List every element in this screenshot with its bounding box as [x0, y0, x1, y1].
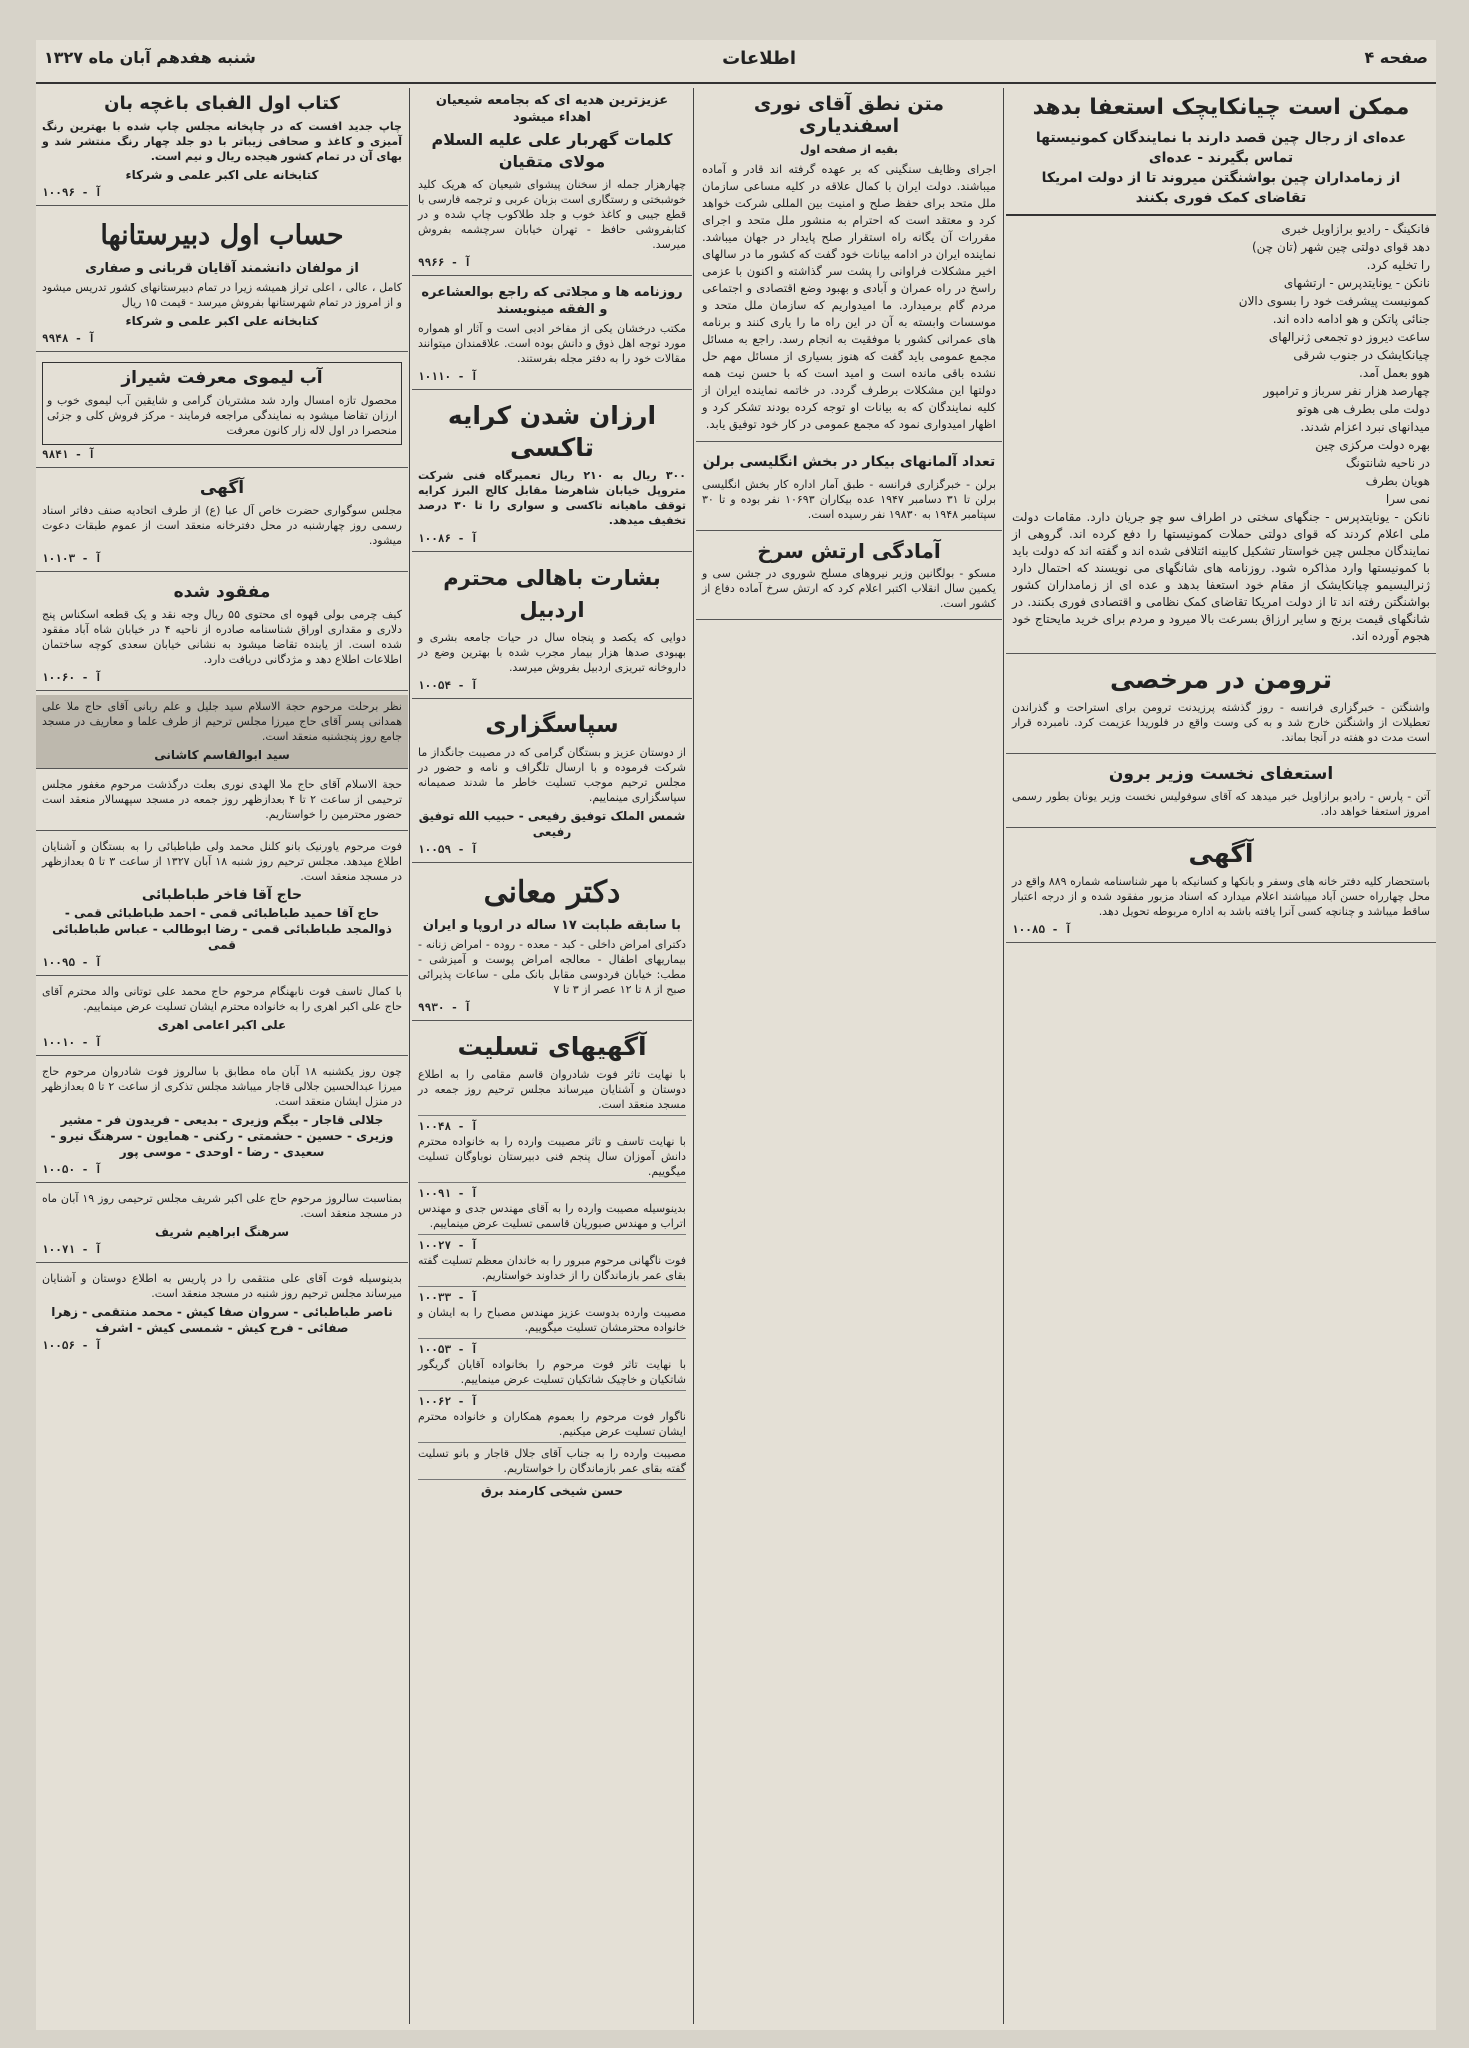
main-headline-block [1006, 88, 1436, 216]
memorial-signature: حاج آقا فاخر طباطبائی [141, 887, 303, 903]
alphabet-book-ad [36, 88, 408, 206]
condolence-item: مصیبت وارده را به جناب آقای جلال قاجار و بانو تسلیت گفته بقای عمر بازماندگان را خواستاریم. [418, 1446, 686, 1480]
press-title: روزنامه ها و مجلاتی که راجع بوالعشاعره و الفقه مینویسند [421, 285, 683, 317]
ardabil-text: دوایی که یکصد و پنجاه سال در حیات جامعه بشری و بهبودی صدها هزار بیمار مجرب شده با بهترین وضع در داروخانه تبریزی اردبیل بفروش میرسد. [418, 631, 686, 674]
memorial-names: حاج آقا حمید طباطبائی قمی - احمد طباطبائی قمی - ذوالمجد طباطبائی قمی - رضا ابوطالب - عباس طباطبائی قمی [52, 906, 392, 952]
condolence-item: بدینوسیله مصیبت وارده را به آقای مهندس جدی و مهندس اتراب و مهندس صبوریان قاسمی تسلیت عرض مینماییم. [418, 1201, 686, 1235]
speech-title: متن نطق آقای نوری اسفندیاری [753, 93, 945, 137]
truman-article [1006, 658, 1436, 754]
column-news [1006, 88, 1436, 2028]
news-strip-line: دهد قوای دولتی چین شهر (تان چن) [1251, 240, 1430, 254]
alphabet-book-title: کتاب اول الفبای باغچه بان [104, 93, 340, 114]
berlin-text: برلن - خبرگزاری فرانسه - طبق آمار اداره کار بخش انگلیسی برلن تا ۳۱ دسامبر ۱۹۴۷ عده بیکاران ۱۰۶۹۳ نفر بوده و تا ۳۰ سپتامبر ۱۹۴۸ به ۱۹۸۳۰ نفر رسیده است. [702, 478, 997, 521]
ad-ref: آ - ۱۰۰۳۳ [418, 1291, 478, 1304]
memorial-text: بمناسبت سالروز مرحوم حاج علی اکبر شریف مجلس ترحیمی روز ۱۹ آبان ماه در مسجد منعقد است. [42, 1192, 402, 1220]
ad-ref: آ - ۹۹۶۶ [418, 256, 471, 269]
notice-title: آگهی [1188, 839, 1254, 868]
thanks-signature: شمس الملک توفیق رفیعی - حبیب الله توفیق رفیعی [418, 809, 686, 839]
gift-book-ad [412, 88, 692, 276]
memorial-names: ناصر طباطبائی - سروان صفا کیش - محمد منتقمی - زهرا صفائی - فرح کیش - شمسی کیش - اشرف [51, 1305, 393, 1335]
news-strip-line: هویان بطرف [1365, 474, 1430, 488]
notice-ad [1006, 832, 1436, 943]
ad-ref: آ - ۱۰۰۲۷ [418, 1239, 478, 1252]
ad-ref: آ - ۱۰۰۵۹ [418, 843, 478, 856]
column-speech [696, 88, 1002, 2028]
gift-text: چهارهزار جمله از سخنان پیشوای شیعیان که هریک کلید خوشبختی و رستگاری است بزبان عربی و ترجمه فارسی با قطع جیبی و کاغذ خوب و جلد طلاکوب چاپ شده و در کتابفروشی حافظ - تهران خیابان سرچشمه بفروش میرسد. [418, 178, 686, 251]
ad-ref: آ - ۱۰۰۵۰ [42, 1163, 102, 1176]
issue-date: شنبه هفدهم آبان ماه ۱۳۲۷ [44, 48, 256, 67]
news-strip-line: فانکینگ - رادیو برازاویل خبری [1281, 222, 1430, 236]
ad-ref: آ - ۱۰۰۸۵ [1012, 923, 1072, 936]
ad-ref: آ - ۱۰۰۶۰ [42, 671, 102, 684]
lost-title: مفقود شده [173, 582, 271, 602]
thanks-ad [412, 703, 692, 863]
ad-ref: آ - ۱۰۰۱۰ [42, 1036, 102, 1049]
column-rule [409, 88, 410, 2024]
resignation-text: آتن - پارس - رادیو برازاویل خبر میدهد که آقای سوفولیس نخست وزیر یونان بطور رسمی امروز استعفا خواهد داد. [1012, 790, 1430, 818]
alphabet-book-signature: کتابخانه علی اکبر علمی و شرکاء [125, 168, 319, 182]
ardabil-ad [412, 556, 692, 699]
memorial-text: چون روز یکشنبه ۱۸ آبان ماه مطابق با سالروز فوت شادروان مرحوم حاج میرزا عبدالحسین جلالی قاجار میباشد مجلس تذکری از ساعت ۲ تا ۵ بعدازظهر در منزل ایشان منعقد است. [42, 1065, 402, 1108]
speech-article [696, 88, 1002, 442]
ad-ref: آ - ۹۹۳۰ [418, 1001, 471, 1014]
china-news-article [1006, 216, 1436, 654]
notice-text: باستحضار کلیه دفتر خانه های وسفر و بانکها و کسانیکه با مهر شناسنامه شماره ۸۸۹ واقع در محل چهارراه حسن آباد میباشند اعلام میدارد که اسناد مزبور مفقود شده و از درجه اعتبار ساقط میباشد و چنانچه کسی آنرا یافته باشد به اداره مربوطه تحویل دهد. [1012, 875, 1430, 918]
press-ad [412, 280, 692, 390]
news-strip-line: میدانهای نبرد اعزام شدند. [1300, 420, 1430, 434]
arithmetic-book-ad [36, 210, 408, 352]
memorial-names: جلالی قاجار - بیگم وزیری - بدیعی - فریدون فر - مشیر وزیری - حسین - حشمتی - رکنی - همایون - سرهنگ نیرو - سعیدی - رضا - اوحدی - موسی پور [50, 1113, 394, 1159]
news-strip-line: نمی سرا [1385, 492, 1430, 506]
news-strip-line: دولت ملی بطرف هی هوتو [1297, 402, 1430, 416]
truman-title: ترومن در مرخصی [1109, 665, 1333, 694]
news-strip-line: بهره دولت مرکزی چین [1315, 438, 1430, 452]
main-headline: ممکن است چیانکایچک استعفا بدهد [1032, 95, 1410, 120]
resignation-article [1006, 758, 1436, 828]
news-strip-line: در ناحیه شانتونگ [1345, 456, 1430, 470]
union-notice-text: مجلس سوگواری حضرت خاص آل عبا (ع) از طرف اتحادیه صنف دفاتر اسناد رسمی روز چهارشنبه در محل دفترخانه منعقد است از عموم طبقات دعوت میشود. [42, 504, 402, 547]
berlin-title: تعداد آلمانهای بیکار در بخش انگلیسی برلن [702, 454, 996, 470]
memorial-text: حجة الاسلام آقای حاج ملا الهدی نوری بعلت درگذشت مرحوم مغفور مجلس ترحیمی از ساعت ۲ تا ۴ بعدازظهر روز جمعه در مسجد سپهسالار منعقد است حضور محترمین را خواستاریم. [42, 778, 403, 821]
condolence-item: با نهایت تاسف و تاثر مصیبت وارده را به خانواده محترم دانش آموزان سال پنجم فنی دبیرستان نوباوگان تسلیت میگوییم. [418, 1134, 686, 1183]
ad-ref: آ - ۹۸۴۱ [42, 448, 95, 461]
column-ads-left [36, 88, 408, 2028]
arithmetic-title: حساب اول دبیرستانها [100, 220, 344, 251]
column-rule [1003, 88, 1004, 2024]
red-army-article [696, 535, 1002, 620]
memorial-signature: علی اکبر اعامی اهری [157, 1018, 287, 1032]
ad-ref: آ - ۱۰۰۹۵ [42, 956, 102, 969]
news-strip-line: چیانکایشک در جنوب شرقی [1293, 348, 1430, 362]
arithmetic-subtitle: از مولفان دانشمند آقایان قربانی و صفاری [85, 261, 359, 276]
memorial-text: بدینوسیله فوت آقای علی منتقمی را در پاریس به اطلاع دوستان و آشنایان میرساند مجلس ترحیم روز شنبه در مسجد منعقد است. [42, 1272, 402, 1300]
column-ads-middle [412, 88, 692, 2028]
speech-subtitle: بقیه از صفحه اول [799, 143, 899, 156]
memorial-notice [36, 1060, 408, 1183]
condolence-item: مصیبت وارده بدوست عزیز مهندس مصباح را به ایشان و خانواده محترمشان تسلیت میگوییم. [418, 1305, 686, 1339]
memorial-notice [36, 695, 408, 769]
berlin-article [696, 446, 1002, 531]
alphabet-book-text: چاپ جدید افست که در چاپخانه مجلس چاپ شده با بهترین رنگ آمیزی و کاغذ و صحافی زیباتر با دو جلد چهار رنگ منتشر شد و بهای آن در تمام کشور هیجده ریال و نیم است. [42, 120, 402, 163]
lemon-juice-text: محصول تازه امسال وارد شد مشتریان گرامی و شایقین آب لیموی خوب و ارزان تقاضا میشود به نمایندگی مراجعه فرمایند - مرکز فروش کلی و جزئی منحصرا در اول لاله زار کانون معرفت [47, 394, 397, 437]
speech-text: اجرای وظایف سنگینی که بر عهده گرفته اند قادر و آماده میباشند. دولت ایران با کمال علاقه در کلیه مساعی سازمان ملل متحد برای حفظ صلح و امنیت بین المللی شرکت خواهد کرد و معتقد است که احترام به منشور ملل متحد و اجرای مقررات آن یگانه راه استقرار صلح پایدار در جهان میباشد. نماینده ایران در ادامه بیانات خود گفت که کشور ما در سالهای اخیر مشکلات فراوانی را پشت سر گذاشته و اکنون با عزمی راسخ در راه عمران و آبادی و بهبود وضع اقتصادی و اجتماعی مردم گام برمیدارد. ما امیدواریم که سازمان ملل متحد و موسسات وابسته به آن در این راه ما را یاری کنند و برنامه های عمرانی کشور با موفقیت به انجام رسد. راجع به مسائل مجمع عمومی باید گفت که هنوز بسیاری از مسائل مهم حل نشده باقی مانده است و امید است که با حسن نیت همه دولتها این مشکلات برطرف گردد. در خاتمه نماینده ایران از کلیه نمایندگان که به بیانات او توجه کرده بودند تشکر کرد و اظهار امیدواری نمود که مجمع عمومی در کار خود توفیق یابد. [702, 162, 996, 431]
condolence-section [412, 1025, 692, 1504]
resignation-title: استعفای نخست وزیر برون [1108, 764, 1334, 784]
condolence-signature: حسن شیخی کارمند برق [480, 1484, 624, 1498]
page-header [36, 40, 1436, 84]
ad-ref: آ - ۱۰۰۹۶ [42, 186, 102, 199]
ad-ref: آ - ۱۰۰۹۱ [418, 1187, 478, 1200]
lemon-juice-title: آب لیموی معرفت شیراز [121, 368, 323, 388]
lost-text: کیف چرمی بولی قهوه ای محتوی ۵۵ ریال وجه نقد و یک قطعه اسکناس پنج دلاری و مقداری اوراق شناسنامه صادره از ناحیه ۴ در خیابان شاه آباد مفقود شده است. از یابنده تقاضا میشود به نشانی خیابان سعدی کوچه ساختمان اطلاعات اطلاع دهد و مژدگانی دریافت دارد. [42, 608, 402, 666]
condolence-item: با نهایت تاثر فوت مرحوم را بخانواده آقایان گریگور شاتکیان و خاچیک شاتکیان تسلیت عرض مینماییم. [418, 1357, 686, 1391]
memorial-text: با کمال تاسف فوت نابهنگام مرحوم حاج محمد علی توتانی والد محترم آقای حاج علی اکبر اهری را به خانواده محترم ایشان تسلیت عرض مینماییم. [42, 985, 402, 1013]
truman-text: واشنگتن - خبرگزاری فرانسه - روز گذشته پرزیدنت ترومن برای استراحت و گذراندن تعطیلات از واشنگتن خارج شد و به کی وست واقع در فلوریدا عزیمت کرد. نامبرده قرار است مدت دو هفته در آنجا بماند. [1012, 701, 1430, 744]
doctor-subtitle: با سابقه طبابت ۱۷ ساله در اروپا و ایران [422, 918, 682, 933]
china-news-text: نانکن - یونایتدپرس - جنگهای سختی در اطراف سو چو جریان دارد. مقامات دولت ملی اعلام کردند که قوای دولتی حملات کمونیستها را دفع کرده اند. گروهی از نمایندگان مجلس چین خواستار تشکیل کابینه ائتلافی شده اند و گفته اند که دولت باید با کمونیستها وارد مذاکره شود. روزنامه های شانگهای می نویسند که احتمال دارد ژنرالیسیمو چیانکایشک از مقام خود استعفا بدهد و عده ای از زمامداران کشور بواشنگتن رفته اند تا از دولت امریکا تقاضای کمک نظامی و اقتصادی فوری بکنند. در شانگهای قیمت برنج و سایر ارزاق بسرعت بالا میرود و مردم برای خرید مایحتاج خود هجوم آورده اند. [1012, 510, 1430, 643]
taxi-title: ارزان شدن کرایه تاکسی [447, 401, 657, 462]
ad-ref: آ - ۱۰۰۵۳ [418, 1343, 478, 1356]
condolence-item: ناگوار فوت مرحوم را بعموم همکاران و خانواده محترم ایشان تسلیت عرض میکنیم. [418, 1409, 686, 1443]
newspaper-page [36, 40, 1436, 2030]
memorial-text: نظر برحلت مرحوم حجة الاسلام سید جلیل و علم ربانی آقای حاج ملا علی همدانی پسر آقای حاج میرزا مجلس ترحیم از طرف علما و معاریف در مسجد جامع روز پنجشنبه منعقد است. [42, 700, 402, 743]
news-strip-line: را تخلیه کرد. [1366, 258, 1430, 272]
taxi-text: ۳۰۰ ریال به ۲۱۰ ریال تعمیرگاه فنی شرکت متروپل خیابان شاهرضا مقابل کالج البرز کرایه توقف ماهیانه تاکسی و سواری را تا ۳۰ درصد تخفیف میدهد. [418, 469, 686, 527]
news-strip [1012, 221, 1430, 508]
gift-subtitle: عزیزترین هدیه ای که بجامعه شیعیان اهداء میشود [435, 93, 669, 125]
thanks-text: از دوستان عزیز و بستگان گرامی که در مصیبت جانگداز ما شرکت فرموده و با ارسال تلگراف و نامه و حضور در مجلس ترحیم موجب تسلیت خاطر ما شدند صمیمانه سپاسگزاری مینماییم. [418, 746, 686, 804]
ardabil-title: بشارت باهالی محترم اردبیل [443, 566, 661, 622]
condolence-list [418, 1067, 686, 1480]
red-army-text: مسکو - بولگانین وزیر نیروهای مسلح شوروی در جشن سی و یکمین سال انقلاب اکتبر اعلام کرد که ارتش سرخ آماده دفاع از کشور است. [702, 567, 996, 610]
memorial-notice [36, 835, 408, 976]
press-text: مکتب درخشان یکی از مفاخر ادبی است و آثار او همواره مورد توجه اهل ذوق و دانش بوده است. علاقمندان میتوانند مقالات خود را به دفتر مجله بفرستند. [418, 322, 686, 365]
news-strip-line: چهارصد هزار نفر سرباز و ترامپور [1263, 384, 1430, 398]
column-rule [693, 88, 694, 2024]
news-strip-line: کمونیست پیشرفت خود را بسوی دالان [1238, 294, 1430, 308]
news-strip-line: نانکن - یونایتدپرس - ارتشهای [1283, 276, 1430, 290]
main-subheadline: از زمامداران چین بواشنگتن میروند تا از دولت امریکا تقاضای کمک فوری بکنند [1041, 170, 1401, 206]
page-number: صفحه ۴ [1364, 48, 1428, 67]
gift-title: کلمات گهربار علی علیه السلام مولای متقیان [431, 130, 673, 171]
condolence-item: با نهایت تاثر فوت شادروان قاسم مقامی را به اطلاع دوستان و آشنایان میرساند مجلس ترحیم روز جمعه در مسجد منعقد است. [418, 1067, 686, 1116]
red-army-title: آمادگی ارتش سرخ [757, 539, 941, 563]
memorial-text: فوت مرحوم یاورنیک بانو کلنل محمد ولی طباطبائی را به بستگان و آشنایان اطلاع میدهد. مجلس ترحیم روز شنبه ۱۸ آبان ۱۳۲۷ از ساعت ۳ تا ۵ بعدازظهر در مسجد منعقد است. [42, 840, 403, 883]
news-strip-line: ساعت دیروز دو تجمعی ژنرالهای [1268, 330, 1430, 344]
memorial-notice [36, 1187, 408, 1263]
doctor-ad [412, 867, 692, 1021]
ad-ref: آ - ۱۰۰۶۲ [418, 1395, 478, 1408]
ad-ref: آ - ۱۰۱۰۳ [42, 552, 102, 565]
arithmetic-signature: کتابخانه علی اکبر علمی و شرکاء [125, 314, 319, 328]
memorial-notice [36, 773, 408, 831]
lemon-juice-ad [36, 356, 408, 468]
ad-ref: آ - ۱۰۰۷۱ [42, 1243, 102, 1256]
union-notice-title: آگهی [199, 478, 245, 498]
doctor-text: دکترای امراض داخلی - کبد - معده - روده - امراض زنانه - بیماریهای اطفال - معالجه امراض پوست و آمیزشی - مطب: خیابان فردوسی مقابل بانک ملی - ساعات پذیرائی صبح از ۸ تا ۱۲ عصر از ۳ تا ۷ [418, 938, 686, 996]
ad-ref: آ - ۱۰۰۵۴ [418, 679, 478, 692]
thanks-title: سپاسگزاری [485, 712, 619, 738]
ad-ref: آ - ۱۰۰۴۸ [418, 1120, 478, 1133]
ad-ref: آ - ۱۰۱۱۰ [418, 370, 478, 383]
lemon-juice-box [42, 362, 402, 445]
union-notice-ad [36, 472, 408, 572]
memorial-notice [36, 980, 408, 1056]
condolence-item: فوت ناگهانی مرحوم مبرور را به خاندان معظم تسلیت گفته بقای عمر بازماندگان را از خداوند خواستاریم. [418, 1253, 686, 1287]
arithmetic-text: کامل ، عالی ، اعلی تراز همیشه زیرا در تمام دبیرستانهای کشور تدریس میشود و از امروز در تمام شهرستانها بفروش میرسد - قیمت ۱۵ ریال [42, 281, 402, 309]
taxi-ad [412, 394, 692, 552]
main-subheadline: عده‌ای از رجال چین قصد دارند با نمایندگان کمونیستها تماس بگیرند - عده‌ای [1035, 130, 1407, 166]
doctor-name: دکتر معانی [483, 875, 621, 910]
lost-item-ad [36, 576, 408, 691]
memorial-signature: سرهنگ ابراهیم شریف [154, 1225, 289, 1239]
memorial-notice [36, 1267, 408, 1358]
news-strip-line: هوو بعمل آمد. [1359, 366, 1430, 380]
memorial-signature: سید ابوالقاسم کاشانی [154, 748, 290, 762]
ad-ref: آ - ۱۰۰۵۶ [42, 1339, 102, 1352]
ad-ref: آ - ۹۹۴۸ [42, 332, 95, 345]
news-strip-line: جنائی پاتکن و هو ادامه داده اند. [1272, 312, 1430, 326]
ad-ref: آ - ۱۰۰۸۶ [418, 532, 478, 545]
paper-name: اطلاعات [722, 48, 796, 69]
condolence-title: آگهیهای تسلیت [457, 1032, 647, 1061]
